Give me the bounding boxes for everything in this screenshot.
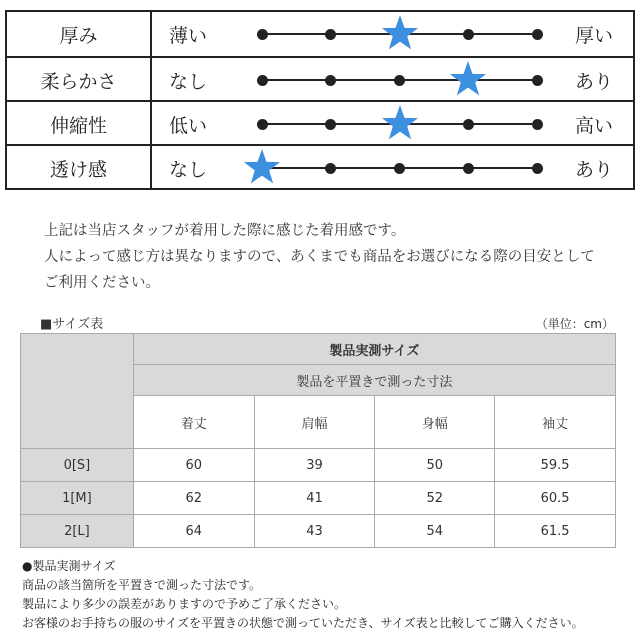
feel-row-sheerness [7, 144, 633, 190]
table-row [21, 449, 616, 482]
note-line: 製品により多少の誤差がありますので予めご了承ください。 [22, 597, 347, 611]
feel-scale [245, 58, 545, 102]
scale-dot [257, 75, 268, 86]
size-label: 1[M] [21, 482, 134, 515]
feel-low-label: 薄い [169, 24, 208, 47]
size-table-title: ■サイズ表 [40, 317, 104, 332]
feel-high-label: 高い [575, 114, 614, 137]
size-label: 2[L] [21, 515, 134, 548]
scale-dot [325, 119, 336, 130]
column-header: 袖丈 [495, 396, 616, 449]
feel-row-thickness [7, 12, 633, 56]
size-notes [22, 557, 584, 633]
scale-dot [257, 119, 268, 130]
feel-label: 厚み [7, 12, 152, 56]
table-row [21, 515, 616, 548]
note-line: ●製品実測サイズ [22, 559, 116, 573]
feel-low-label: なし [169, 158, 208, 181]
scale-dot [532, 163, 543, 174]
table-cell: 61.5 [495, 515, 616, 548]
feel-row-stretch [7, 100, 633, 146]
feel-row-softness [7, 56, 633, 102]
table-cell: 52 [375, 482, 495, 515]
size-table [20, 333, 616, 548]
table-cell: 62 [133, 482, 254, 515]
size-header-sub: 製品を平置きで測った寸法 [133, 365, 615, 396]
table-cell: 41 [254, 482, 375, 515]
feel-scale [245, 146, 545, 190]
feel-low-label: 低い [169, 114, 208, 137]
table-cell: 50 [375, 449, 495, 482]
feel-high-label: 厚い [575, 24, 614, 47]
feel-high-label: あり [575, 158, 614, 181]
table-row [21, 482, 616, 515]
scale-dot [325, 163, 336, 174]
note-line: お客様のお手持ちの服のサイズを平置きの状態で測っていただき、サイズ表と比較してご購入ください。 [22, 616, 584, 630]
column-header: 肩幅 [254, 396, 375, 449]
scale-dot [463, 163, 474, 174]
table-cell: 54 [375, 515, 495, 548]
note-line: ご利用ください。 [44, 275, 160, 291]
fit-note [44, 218, 595, 296]
feel-label: 柔らかさ [7, 58, 152, 102]
column-header: 身幅 [375, 396, 495, 449]
feel-label: 伸縮性 [7, 102, 152, 146]
star-icon [242, 147, 282, 187]
note-line: 上記は当店スタッフが着用した際に感じた着用感です。 [44, 223, 406, 239]
table-cell: 39 [254, 449, 375, 482]
column-header: 着丈 [133, 396, 254, 449]
table-cell: 60.5 [495, 482, 616, 515]
scale-dot [532, 119, 543, 130]
scale-dot [325, 29, 336, 40]
fit-feel-chart [5, 10, 635, 190]
feel-scale [245, 12, 545, 56]
size-header-corner [21, 334, 134, 449]
star-icon [448, 59, 488, 99]
scale-dot [325, 75, 336, 86]
feel-low-label: なし [169, 70, 208, 93]
star-icon [380, 13, 420, 53]
size-label: 0[S] [21, 449, 134, 482]
feel-high-label: あり [575, 70, 614, 93]
feel-scale [245, 102, 545, 146]
scale-dot [532, 29, 543, 40]
note-line: 商品の該当箇所を平置きで測った寸法です。 [22, 578, 262, 592]
scale-dot [463, 29, 474, 40]
table-cell: 43 [254, 515, 375, 548]
scale-dot [532, 75, 543, 86]
scale-dot [257, 29, 268, 40]
feel-label: 透け感 [7, 146, 152, 190]
scale-dot [394, 163, 405, 174]
table-cell: 59.5 [495, 449, 616, 482]
table-cell: 60 [133, 449, 254, 482]
star-icon [380, 103, 420, 143]
table-cell: 64 [133, 515, 254, 548]
size-table-unit: （単位：cm） [535, 317, 614, 331]
scale-dot [463, 119, 474, 130]
scale-dot [394, 75, 405, 86]
note-line: 人によって感じ方は異なりますので、あくまでも商品をお選びになる際の目安として [44, 249, 595, 265]
size-header-main: 製品実測サイズ [133, 334, 615, 365]
